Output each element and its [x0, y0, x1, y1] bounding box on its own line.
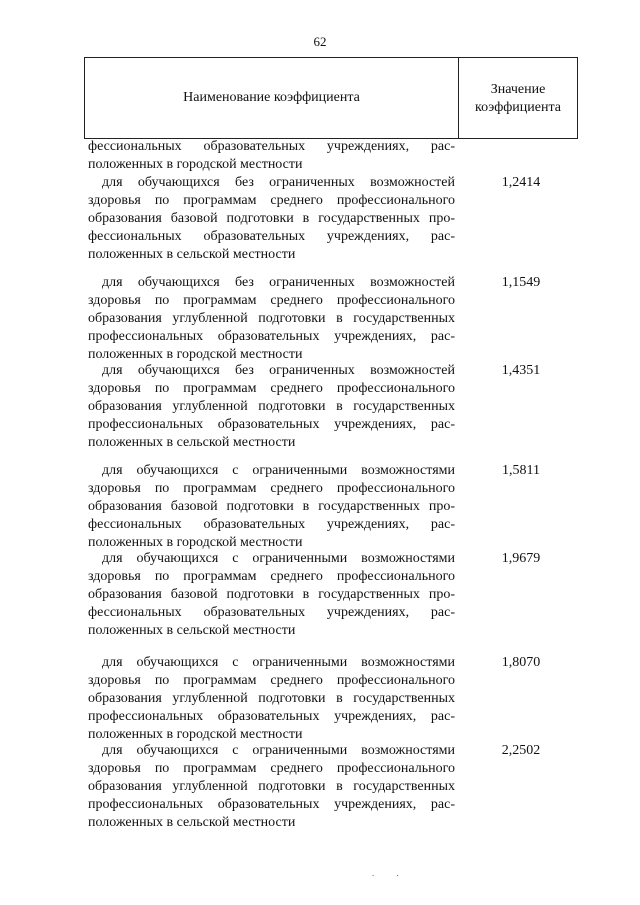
continuation-line: фессиональных образовательных учреждениях, рас- — [88, 139, 455, 154]
coefficient-description-line: положенных в городской местности — [88, 727, 303, 742]
coefficient-description-line: образования углубленной подготовки в государственных — [88, 311, 455, 326]
coefficient-description-line: положенных в городской местности — [88, 347, 303, 362]
continuation-line: положенных в городской местности — [88, 157, 303, 172]
coefficient-name-header: Наименование коэффициента — [85, 58, 459, 138]
coefficient-description-line: для обучающихся без ограниченных возможностей — [102, 175, 455, 190]
coefficient-description-line: профессиональных образовательных учреждениях, рас- — [88, 709, 455, 724]
coefficient-description-line: здоровья по программам среднего профессионального — [88, 761, 455, 776]
page-number: 62 — [313, 34, 327, 49]
coefficient-value-header-line-2: коэффициента — [475, 100, 561, 115]
coefficient-description-line: положенных в сельской местности — [88, 247, 296, 262]
coefficient-value: 1,9679 — [501, 551, 541, 566]
coefficient-description-line: для обучающихся с ограниченными возможностями — [102, 743, 455, 758]
coefficient-description-line: профессиональных образовательных учреждениях, рас- — [88, 329, 455, 344]
coefficient-description-line: положенных в сельской местности — [88, 435, 296, 450]
coefficient-description-line: здоровья по программам среднего профессионального — [88, 673, 455, 688]
coefficient-value-header-line-1: Значение — [490, 82, 546, 97]
coefficient-value: 1,5811 — [502, 463, 540, 478]
coefficient-description-line: здоровья по программам среднего профессионального — [88, 569, 455, 584]
coefficient-value: 1,8070 — [501, 655, 541, 670]
coefficient-description-line: образования базовой подготовки в государственных про- — [88, 499, 455, 514]
coefficient-description-line: образования углубленной подготовки в государственных — [88, 779, 455, 794]
coefficient-description-line: для обучающихся с ограниченными возможностями — [102, 655, 455, 670]
coefficient-value: 2,2502 — [501, 743, 541, 758]
coefficient-description-line: фессиональных образовательных учреждениях, рас- — [88, 517, 455, 532]
coefficient-description-line: профессиональных образовательных учреждениях, рас- — [88, 417, 455, 432]
coefficient-description-line: фессиональных образовательных учреждениях, рас- — [88, 229, 455, 244]
coefficient-description-line: для обучающихся без ограниченных возможностей — [102, 363, 455, 378]
coefficient-description-line: образования базовой подготовки в государственных про- — [88, 211, 455, 226]
coefficient-description-line: положенных в сельской местности — [88, 623, 296, 638]
coefficient-description-line: положенных в сельской местности — [88, 815, 296, 830]
coefficient-description-line: для обучающихся с ограниченными возможностями — [102, 551, 455, 566]
table-header — [84, 57, 578, 139]
coefficient-value: 1,2414 — [501, 175, 541, 190]
coefficient-value: 1,1549 — [501, 275, 541, 290]
coefficient-description-line: образования углубленной подготовки в государственных — [88, 399, 455, 414]
coefficient-description-line: фессиональных образовательных учреждениях, рас- — [88, 605, 455, 620]
coefficient-value-header — [459, 58, 577, 138]
coefficient-description-line: положенных в городской местности — [88, 535, 303, 550]
coefficient-description-line: здоровья по программам среднего профессионального — [88, 481, 455, 496]
coefficient-description-line: образования углубленной подготовки в государственных — [88, 691, 455, 706]
coefficient-description-line: для обучающихся с ограниченными возможностями — [102, 463, 455, 478]
coefficient-description-line: для обучающихся без ограниченных возможностей — [102, 275, 455, 290]
scan-artifact-dots: . . — [372, 868, 409, 878]
coefficient-description-line: здоровья по программам среднего профессионального — [88, 193, 455, 208]
coefficient-value: 1,4351 — [501, 363, 541, 378]
coefficient-description-line: здоровья по программам среднего профессионального — [88, 293, 455, 308]
coefficient-description-line: образования базовой подготовки в государственных про- — [88, 587, 455, 602]
coefficient-description-line: здоровья по программам среднего профессионального — [88, 381, 455, 396]
coefficient-description-line: профессиональных образовательных учреждениях, рас- — [88, 797, 455, 812]
